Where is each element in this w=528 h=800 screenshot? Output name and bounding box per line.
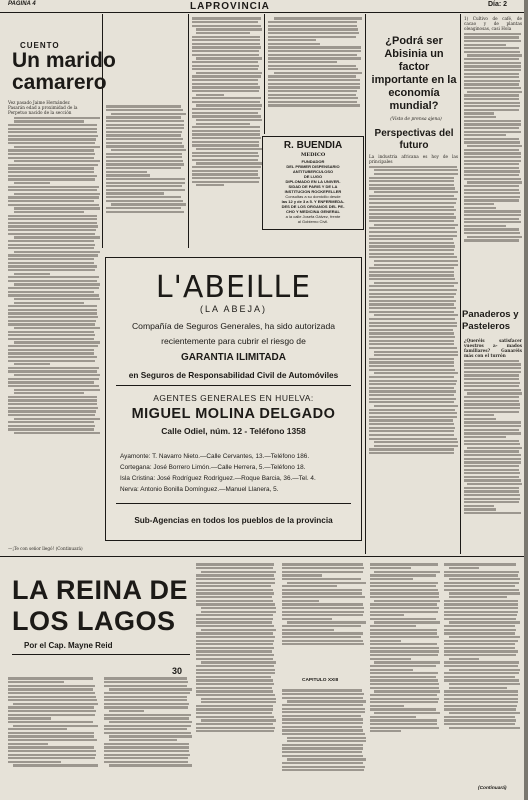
page-edge — [524, 0, 528, 800]
advert-local-agents — [120, 451, 350, 495]
doctor-name: R. BUENDIA — [283, 140, 343, 151]
story-body-filler — [268, 17, 362, 106]
doctor-line: SIDAD DE PARIS Y DE LA — [288, 184, 338, 189]
local-agent: Isla Cristina: José Rodríguez Rodríguez.—Roque Barcia, 36.—Tel. 4. — [120, 475, 316, 482]
novel-author: Por el Cap. Mayne Reid — [24, 641, 113, 650]
doctor-line: CHO Y MEDICINA GENERAL — [286, 209, 340, 214]
advert-agent-address: Calle Odiel, núm. 12 - Teléfono 1358 — [161, 426, 306, 436]
story-body-filler — [106, 105, 186, 212]
article-headline: ¿Podrá ser Abisinia un factor importante en la economía mundial? — [371, 35, 457, 112]
story-line: Perpetuo nacido de la sección — [8, 110, 72, 116]
bakers-headline: Panaderos y Pasteleros — [462, 309, 519, 332]
doctor-line: las 12 y de 3 a 5. Y ENFERMEDA- — [281, 199, 345, 204]
novel-text-col4 — [282, 562, 366, 674]
page-header — [0, 0, 528, 13]
advert-agent-name: MIGUEL MOLINA DELGADO — [131, 406, 336, 422]
advert-agents-heading: AGENTES GENERALES EN HUELVA: — [153, 393, 314, 403]
novel-text-col6 — [444, 562, 520, 788]
doctor-details — [266, 159, 360, 224]
novel-body-filler — [444, 563, 520, 728]
novel-body-filler — [104, 677, 192, 766]
column-rule — [188, 14, 189, 248]
advert-rule — [116, 503, 351, 504]
date-label: Día: 2 — [488, 1, 508, 8]
article-text — [369, 154, 458, 552]
article-body-filler — [464, 33, 522, 242]
article-line: 1) Cultivo de café, de cacao y de plantas oleaginosas, casi Hola — [464, 16, 522, 32]
novel-body-filler — [370, 563, 440, 732]
doctor-line: DES DE LOS ORGANOS DEL PE- — [281, 204, 345, 209]
story-line: Vez pasado Jaime Hernández — [8, 100, 70, 105]
story-end: —¡Te con señor llegó! (Continuará) — [8, 546, 83, 551]
insurance-advert — [105, 257, 362, 541]
column-rule — [460, 14, 461, 554]
article-line: La industria africana es hoy de las principales — [369, 154, 458, 165]
novel-text-col3 — [196, 562, 276, 796]
column-rule — [264, 14, 265, 134]
article-text-col2 — [464, 16, 522, 306]
masthead: LAPROVINCIA — [190, 1, 270, 12]
doctor-line: ANTITUBERCULOSO — [292, 169, 334, 174]
novel-rule — [12, 654, 190, 655]
article-subhead: Perspectivas del futuro — [374, 128, 454, 151]
novel-text-col1 — [8, 676, 98, 796]
story-kicker: CUENTO — [20, 41, 60, 50]
story-text-col2 — [106, 104, 186, 250]
story-text-col4 — [268, 16, 362, 134]
bakers-line: ¿Queréis satisfacer vuestros a- mados familiares? Ganaréis más con el turrón — [464, 338, 522, 359]
story-text-col1 — [8, 100, 100, 540]
doctor-line: INSTITUCION ROCKEFELLER — [284, 189, 342, 194]
novel-body-filler — [282, 563, 366, 645]
novel-text-col2 — [104, 676, 192, 796]
doctor-line: DIPLOMADO EN LA UNIVER- — [285, 179, 341, 184]
bakers-body-filler — [464, 360, 522, 514]
story-body-filler — [8, 117, 100, 435]
advert-coverage: en Seguros de Responsabilidad Civil de Automóviles — [128, 370, 339, 380]
advert-line: recientemente para cubrir el riesgo de — [161, 336, 306, 346]
novel-chapter: CAPITULO XXIII — [302, 678, 339, 683]
local-agent: Ayamonte: T. Navarro Nieto.—Calle Cervantes, 13.—Teléfono 186. — [120, 453, 310, 460]
novel-continued: (Continuará) — [478, 786, 507, 791]
doctor-line: al Gobierno Civil. — [297, 219, 329, 224]
novel-body-filler — [196, 563, 276, 732]
doctor-line: a la calle Josefa Gálvez, frente — [285, 214, 341, 219]
doctor-role: MEDICO — [300, 152, 326, 158]
story-body-filler — [192, 17, 262, 186]
novel-text-col4b — [282, 688, 366, 796]
section-rule — [0, 556, 524, 557]
story-title: Un marido camarero — [12, 49, 116, 94]
column-rule — [365, 14, 366, 554]
local-agent: Cortegana: José Borrero Limón.—Calle Herrera, 5.—Teléfono 18. — [120, 464, 306, 471]
doctor-line: DEL PRIMER DISPENSARIO — [286, 164, 340, 169]
story-line: Pasarán edad a proximidad de la — [8, 105, 78, 111]
page-number-label: PAGINA 4 — [8, 1, 36, 7]
advert-rule — [116, 385, 351, 386]
novel-body-filler — [282, 689, 366, 771]
advert-footer: Sub-Agencias en todos los pueblos de la provincia — [134, 516, 333, 525]
novel-page-number: 30 — [172, 666, 183, 676]
doctor-line: Consultas a su domicilio desde — [285, 194, 341, 199]
doctor-line: FUNDADOR — [301, 159, 325, 164]
advert-line: Compañía de Seguros Generales, ha sido autorizada — [131, 321, 336, 331]
doctor-line: DE LUGO — [303, 174, 323, 179]
story-text-col3 — [192, 16, 262, 248]
article-source: (Visto de prensa ajena) — [390, 117, 442, 122]
advert-company-name: L'ABEILLE — [155, 270, 312, 305]
advert-company-sub: (LA ABEJA) — [199, 304, 268, 314]
bakers-text — [464, 338, 522, 552]
doctor-advert — [262, 136, 364, 230]
advert-guarantee: GARANTIA ILIMITADA — [181, 352, 286, 363]
novel-title: LA REINA DE LOS LAGOS — [12, 575, 189, 636]
novel-text-col5 — [370, 562, 440, 796]
article-body-filler — [369, 166, 458, 455]
local-agent: Nerva: Antonio Bonilla Domínguez.—Manuel Llanera, 5. — [120, 486, 279, 493]
novel-body-filler — [8, 677, 98, 766]
